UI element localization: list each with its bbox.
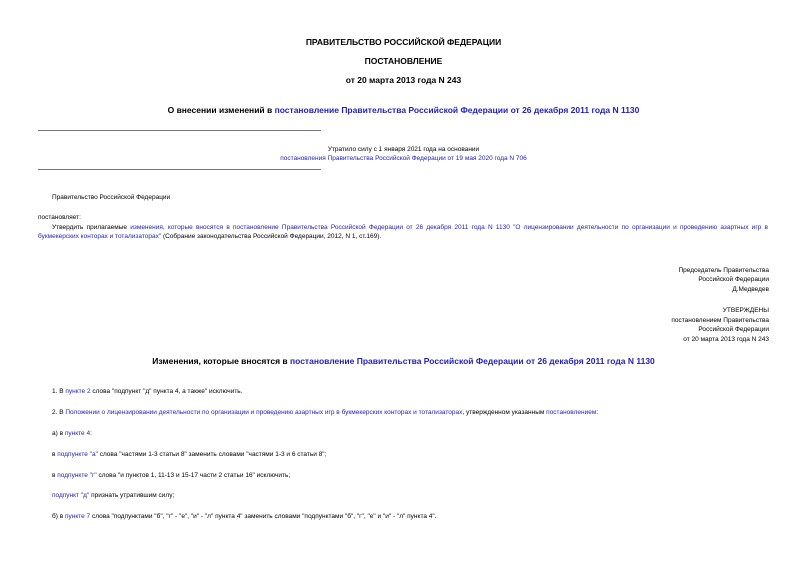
change-item-2: [52, 408, 768, 417]
repeal-notice-line1: Утратило силу с 1 января 2021 года на основании: [327, 146, 480, 153]
change-1-text-b: слова "подпункт "д" пункта 4, а также" исключить.: [90, 388, 243, 395]
change-2-text-c: :: [596, 409, 599, 416]
change-item-a: [52, 429, 768, 438]
government-line: Правительство Российской Федерации: [52, 194, 171, 201]
change-item-a1: [52, 450, 768, 459]
change-a1-link[interactable]: подпункте "а": [57, 451, 98, 458]
title-prefix: О внесении изменений в: [167, 105, 275, 115]
change-a1-text-b: слова "частями 1-3 статьи 8" заменить словами "частями 1-3 и 6 статьи 8";: [97, 451, 327, 458]
change-a1-text-a: в: [52, 451, 58, 458]
change-item-a2: [52, 471, 768, 480]
change-2-text-b: , утвержденном указанным: [462, 409, 547, 416]
approved-label: УТВЕРЖДЕНЫ: [722, 307, 769, 314]
change-b-text-b: слова "подпунктами "б", "г" - "е", "и" - "л" пункта 4" заменить словами "подпунктами "б", "г", "е" и "и" - "л" пункта 4".: [90, 513, 437, 520]
divider-top: [38, 130, 321, 131]
divider-bottom: [38, 169, 321, 170]
change-item-a3: [52, 491, 768, 500]
changes-title: [0, 356, 807, 366]
signature-name: Д.Медведев: [732, 286, 769, 293]
title-link[interactable]: постановление Правительства Российской Федерации от 26 декабря 2011 года N 1130: [274, 105, 640, 115]
approve-link[interactable]: изменения, которые вносятся в постановление Правительства Российской Федерации от 26 декабря 2011 года N 1130 "О лицензировании деятельности по организации и проведению азартных игр в букмекерских конторах и тотализаторах": [38, 224, 768, 240]
change-a2-text-b: слова "и пунктов 1, 11-13 и 15-17 части 2 статьи 16" исключить;: [96, 472, 291, 479]
approved-by: постановлением Правительства: [671, 317, 769, 324]
change-a3-text-b: признать утратившим силу;: [89, 492, 175, 499]
government-heading: ПРАВИТЕЛЬСТВО РОССИЙСКОЙ ФЕДЕРАЦИИ: [305, 37, 502, 47]
signature-title: Председатель Правительства: [678, 267, 769, 274]
document-type: ПОСТАНОВЛЕНИЕ: [364, 56, 443, 66]
change-1-link[interactable]: пункте 2: [65, 388, 91, 395]
change-b-link[interactable]: пункте 7: [64, 513, 91, 520]
approved-country: Российской Федерации: [698, 326, 769, 333]
change-2-text-a: 2. В: [52, 409, 66, 416]
document-title: [0, 105, 807, 115]
change-item-1: [52, 387, 768, 396]
repeal-notice-line2: [0, 154, 807, 163]
approve-prefix: Утвердить прилагаемые: [52, 224, 131, 231]
change-b-text-a: б) в: [52, 513, 65, 520]
changes-title-link[interactable]: постановление Правительства Российской Федерации от 26 декабря 2011 года N 1130: [289, 356, 655, 366]
change-item-b: [52, 512, 768, 521]
change-a-text-a: а) в: [52, 430, 65, 437]
change-a-text-b: :: [90, 430, 92, 437]
change-1-text-a: 1. В: [52, 388, 66, 395]
changes-title-prefix: Изменения, которые вносятся в: [152, 356, 290, 366]
repeal-notice-link[interactable]: постановления Правительства Российской Федерации от 19 мая 2020 года N 706: [280, 155, 527, 162]
resolves-line: постановляет:: [38, 214, 81, 221]
signature-country: Российской Федерации: [698, 276, 769, 283]
approve-suffix: (Собрание законодательства Российской Федерации, 2012, N 1, ст.169).: [161, 233, 382, 240]
change-a2-text-a: в: [52, 472, 58, 479]
change-a-link[interactable]: пункте 4: [64, 430, 91, 437]
approved-date: от 20 марта 2013 года N 243: [683, 336, 769, 343]
document-date-number: от 20 марта 2013 года N 243: [345, 75, 462, 85]
change-2-link-resolution[interactable]: постановлением: [546, 409, 597, 416]
change-a3-link[interactable]: подпункт "д": [52, 492, 90, 499]
approve-paragraph: [38, 223, 768, 241]
change-2-link[interactable]: Положении о лицензировании деятельности по организации и проведению азартных игр в букмекерских конторах и тотализаторах: [65, 409, 463, 416]
change-a2-link[interactable]: подпункте "г": [57, 472, 97, 479]
